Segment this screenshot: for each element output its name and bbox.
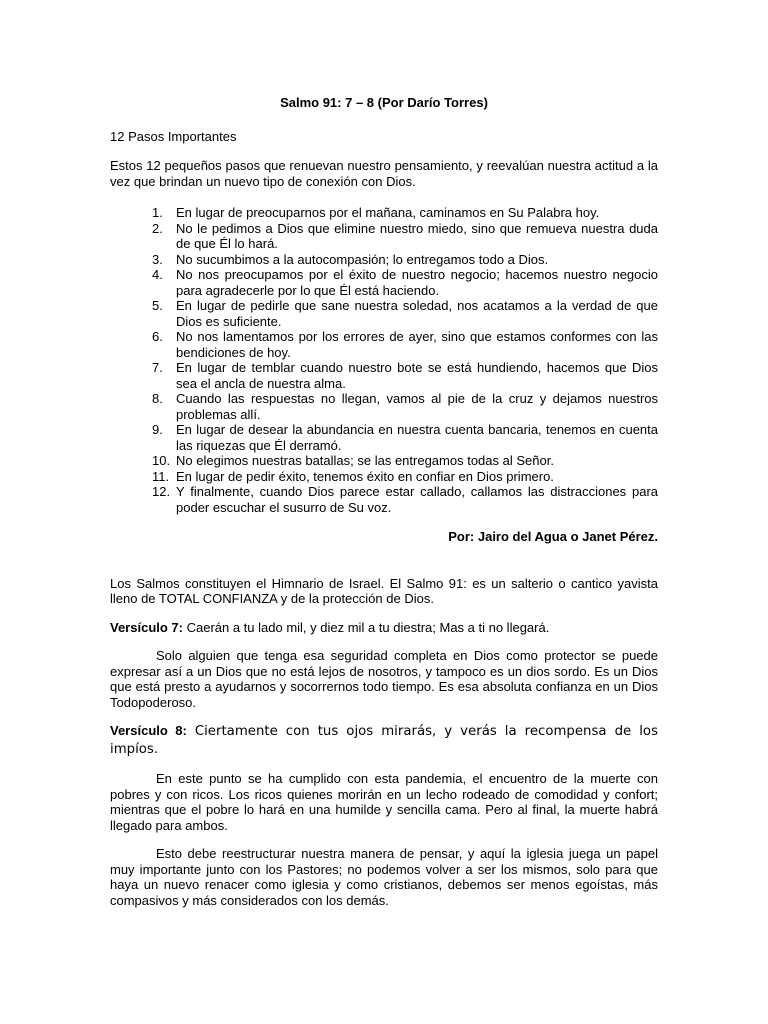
list-item [110, 298, 658, 329]
list-item-number: 12. [152, 484, 171, 499]
list-item-text: En lugar de preocuparnos por el mañana, caminamos en Su Palabra hoy. [176, 205, 600, 220]
list-item [110, 391, 658, 422]
list-item-text: En lugar de pedir éxito, tenemos éxito en confiar en Dios primero. [176, 468, 554, 484]
list-item [110, 205, 658, 221]
list-item-text: No nos lamentamos por los errores de ayer, sino que estamos conformes con las bendiciones de hoy. [176, 329, 658, 360]
list-item-number: 1. [152, 205, 163, 220]
steps-list [110, 205, 658, 515]
verse-7-line [110, 620, 658, 636]
verse-8-paragraph-1: En este punto se ha cumplido con esta pandemia, el encuentro de la muerte con pobres y con ricos. Los ricos quienes morirán en un lecho rodeado de comodidad y confort; mientras que el pobre lo hará en una humilde y sencilla cama. Pero al final, la muerte habrá llegado para ambos. [110, 771, 658, 833]
list-item-number: 7. [152, 360, 163, 375]
list-item-number: 8. [152, 391, 163, 406]
verse-8-line [110, 723, 658, 758]
list-item-text: En lugar de pedirle que sane nuestra soledad, nos acatamos a la verdad de que Dios es suficiente. [176, 298, 658, 329]
list-item [110, 453, 658, 469]
list-item-text: No sucumbimos a la autocompasión; lo entregamos todo a Dios. [176, 251, 549, 267]
list-item-number: 2. [152, 220, 163, 236]
list-item [110, 360, 658, 391]
list-item [110, 484, 658, 515]
list-item-text: No le pedimos a Dios que elimine nuestro miedo, sino que remueva nuestra duda de que Él lo hará. [176, 220, 658, 251]
list-item-number: 6. [152, 329, 163, 344]
list-item-text: En lugar de temblar cuando nuestro bote se está hundiendo, hacemos que Dios sea el ancla de nuestra alma. [176, 360, 658, 391]
list-item-text: No elegimos nuestras batallas; se las entregamos todas al Señor. [176, 453, 554, 468]
author-credit: Por: Jairo del Agua o Janet Pérez. [448, 529, 658, 544]
verse-8-text: Ciertamente con tus ojos mirarás, y verás la recompensa de los impíos. [110, 724, 658, 757]
list-item [110, 221, 658, 252]
list-item-number: 11. [152, 468, 170, 484]
verse-8-paragraph-2: Esto debe reestructurar nuestra manera de pensar, y aquí la iglesia juega un papel muy importante junto con los Pastores; no podemos volver a ser los mismos, solo para que haya un nuevo renacer como iglesia y como cristianos, debemos ser menos egoístas, más compasivos y más considerados con los demás. [110, 846, 658, 908]
list-item [110, 422, 658, 453]
verse-7-paragraph: Solo alguien que tenga esa seguridad completa en Dios como protector se puede expresar así a un Dios que no está lejos de nosotros, y tampoco es un dios sordo. Es un Dios que está presto a ayudarnos y socorrernos todo tiempo. Es esa absoluta confianza en un Dios Todopoderoso. [110, 648, 658, 710]
salmos-paragraph: Los Salmos constituyen el Himnario de Israel. El Salmo 91: es un salterio o cantico yavista lleno de TOTAL CONFIANZA y de la protección de Dios. [110, 575, 658, 606]
list-item-number: 4. [152, 267, 163, 282]
list-item-text: En lugar de desear la abundancia en nuestra cuenta bancaria, tenemos en cuenta las riquezas que Él derramó. [176, 422, 658, 453]
section-subtitle: 12 Pasos Importantes [110, 128, 237, 144]
list-item-number: 10. [152, 453, 171, 468]
list-item [110, 252, 658, 268]
verse-8-label: Versículo 8: [110, 723, 187, 738]
intro-paragraph: Estos 12 pequeños pasos que renuevan nuestro pensamiento, y reevalúan nuestra actitud a la vez que brindan un nuevo tipo de conexión con Dios. [110, 158, 658, 189]
list-item-number: 3. [152, 251, 163, 267]
page-title: Salmo 91: 7 – 8 (Por Darío Torres) [280, 95, 488, 110]
list-item-text: Cuando las respuestas no llegan, vamos al pie de la cruz y dejamos nuestros problemas allí. [176, 391, 658, 422]
list-item [110, 329, 658, 360]
list-item [110, 469, 658, 485]
list-item-text: Y finalmente, cuando Dios parece estar callado, callamos las distracciones para poder escuchar el susurro de Su voz. [176, 484, 658, 515]
list-item-text: No nos preocupamos por el éxito de nuestro negocio; hacemos nuestro negocio para agradecerle por lo que Él está haciendo. [176, 267, 658, 298]
list-item-number: 5. [152, 298, 163, 313]
list-item-number: 9. [152, 422, 163, 437]
verse-7-text: Caerán a tu lado mil, y diez mil a tu diestra; Mas a ti no llegará. [182, 619, 550, 635]
list-item [110, 267, 658, 298]
verse-7-label: Versículo 7: [110, 619, 183, 635]
